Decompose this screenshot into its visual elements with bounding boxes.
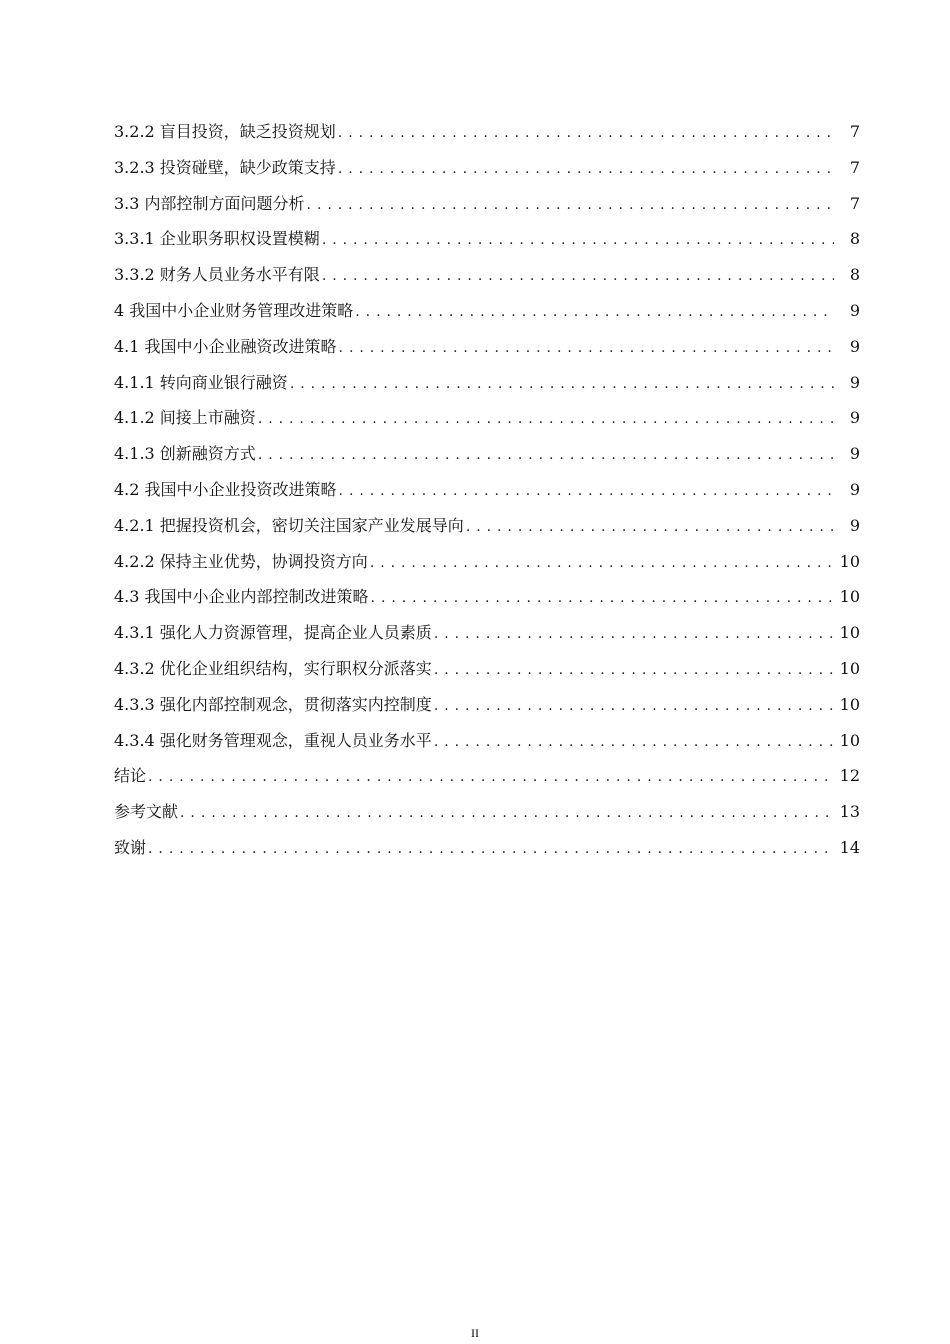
toc-dot-leader (371, 581, 834, 617)
toc-dot-leader (148, 832, 834, 868)
toc-entry-title: 3.3.2 财务人员业务水平有限 (114, 265, 320, 285)
toc-entry-page: 9 (849, 300, 860, 320)
toc-entry-page: 9 (849, 515, 860, 535)
toc-entry-title: 4.2.2 保持主业优势，协调投资方向 (114, 551, 368, 571)
toc-dot-leader (434, 617, 834, 653)
toc-entry-references[interactable] (114, 794, 860, 830)
toc-entry-page: 10 (839, 694, 860, 714)
toc-entry-title: 3.3 内部控制方面问题分析 (114, 193, 305, 213)
toc-entry-4[interactable] (114, 293, 860, 329)
toc-entry-4-3-1[interactable] (114, 615, 860, 651)
toc-dot-leader (370, 546, 834, 582)
toc-dot-leader (339, 474, 834, 510)
toc-entry-4-3[interactable] (114, 579, 860, 615)
toc-entry-page: 10 (839, 587, 860, 607)
toc-dot-leader (307, 188, 834, 224)
toc-entry-page: 8 (849, 265, 860, 285)
toc-entry-page: 9 (849, 336, 860, 356)
toc-entry-title: 结论 (114, 766, 147, 786)
toc-entry-page: 10 (839, 623, 860, 643)
toc-entry-4-1-2[interactable] (114, 400, 860, 436)
toc-entry-4-2-2[interactable] (114, 544, 860, 580)
toc-entry-page: 8 (849, 229, 860, 249)
toc-dot-leader (322, 259, 834, 295)
toc-entry-page: 10 (839, 551, 860, 571)
toc-entry-4-2[interactable] (114, 472, 860, 508)
toc-entry-title: 3.2.3 投资碰壁，缺少政策支持 (114, 157, 336, 177)
toc-entry-4-3-2[interactable] (114, 651, 860, 687)
toc-entry-conclusion[interactable] (114, 758, 860, 794)
page-number-footer: II (471, 1326, 479, 1340)
toc-entry-4-3-4[interactable] (114, 723, 860, 759)
toc-dot-leader (258, 438, 834, 474)
toc-entry-page: 9 (849, 479, 860, 499)
toc-entry-acknowledgements[interactable] (114, 830, 860, 866)
toc-entry-3-3[interactable] (114, 186, 860, 222)
toc-entry-page: 12 (839, 766, 860, 786)
toc-entry-title: 4.3.2 优化企业组织结构，实行职权分派落实 (114, 658, 432, 678)
toc-dot-leader (322, 223, 834, 259)
toc-entry-page: 9 (849, 372, 860, 392)
toc-entry-title: 4.1.1 转向商业银行融资 (114, 372, 288, 392)
toc-entry-title: 致谢 (114, 837, 147, 857)
toc-entry-4-1-1[interactable] (114, 365, 860, 401)
toc-dot-leader (180, 796, 834, 832)
toc-entry-title: 4.2 我国中小企业投资改进策略 (114, 479, 337, 499)
toc-entry-page: 14 (839, 837, 860, 857)
toc-dot-leader (338, 152, 834, 188)
toc-entry-title: 4.3 我国中小企业内部控制改进策略 (114, 587, 369, 607)
toc-entry-page: 7 (849, 122, 860, 141)
toc-entry-title: 4 我国中小企业财务管理改进策略 (114, 300, 354, 320)
toc-entry-title: 4.2.1 把握投资机会，密切关注国家产业发展导向 (114, 515, 464, 535)
toc-dot-leader (258, 402, 834, 438)
toc-entry-page: 10 (839, 730, 860, 750)
toc-dot-leader (148, 760, 834, 796)
toc-entry-4-1[interactable] (114, 329, 860, 365)
toc-entry-title: 4.3.1 强化人力资源管理，提高企业人员素质 (114, 623, 432, 643)
toc-entry-title: 参考文献 (114, 802, 179, 822)
toc-entry-4-1-3[interactable] (114, 436, 860, 472)
toc-entry-title: 4.3.3 强化内部控制观念，贯彻落实内控制度 (114, 694, 432, 714)
toc-entry-page: 9 (849, 444, 860, 464)
toc-entry-page: 13 (839, 802, 860, 822)
toc-entry-title: 4.1.3 创新融资方式 (114, 444, 256, 464)
toc-entry-title: 3.2.2 盲目投资，缺乏投资规划 (114, 122, 336, 141)
toc-entry-4-3-3[interactable] (114, 687, 860, 723)
toc-entry-3-3-2[interactable] (114, 257, 860, 293)
table-of-contents (114, 114, 860, 866)
toc-entry-3-3-1[interactable] (114, 221, 860, 257)
toc-dot-leader (290, 367, 834, 403)
toc-dot-leader (434, 725, 834, 761)
toc-entry-page: 9 (849, 408, 860, 428)
toc-dot-leader (355, 295, 834, 331)
toc-dot-leader (338, 116, 834, 152)
toc-entry-3-2-3[interactable] (114, 150, 860, 186)
toc-entry-page: 7 (849, 193, 860, 213)
toc-entry-3-2-2[interactable] (114, 114, 860, 150)
toc-entry-4-2-1[interactable] (114, 508, 860, 544)
toc-dot-leader (434, 689, 834, 725)
toc-dot-leader (434, 653, 834, 689)
toc-dot-leader (466, 510, 834, 546)
toc-dot-leader (339, 331, 834, 367)
toc-entry-title: 4.1.2 间接上市融资 (114, 408, 256, 428)
toc-entry-title: 3.3.1 企业职务职权设置模糊 (114, 229, 320, 249)
toc-entry-title: 4.3.4 强化财务管理观念，重视人员业务水平 (114, 730, 432, 750)
toc-entry-page: 7 (849, 157, 860, 177)
toc-entry-page: 10 (839, 658, 860, 678)
toc-entry-title: 4.1 我国中小企业融资改进策略 (114, 336, 337, 356)
